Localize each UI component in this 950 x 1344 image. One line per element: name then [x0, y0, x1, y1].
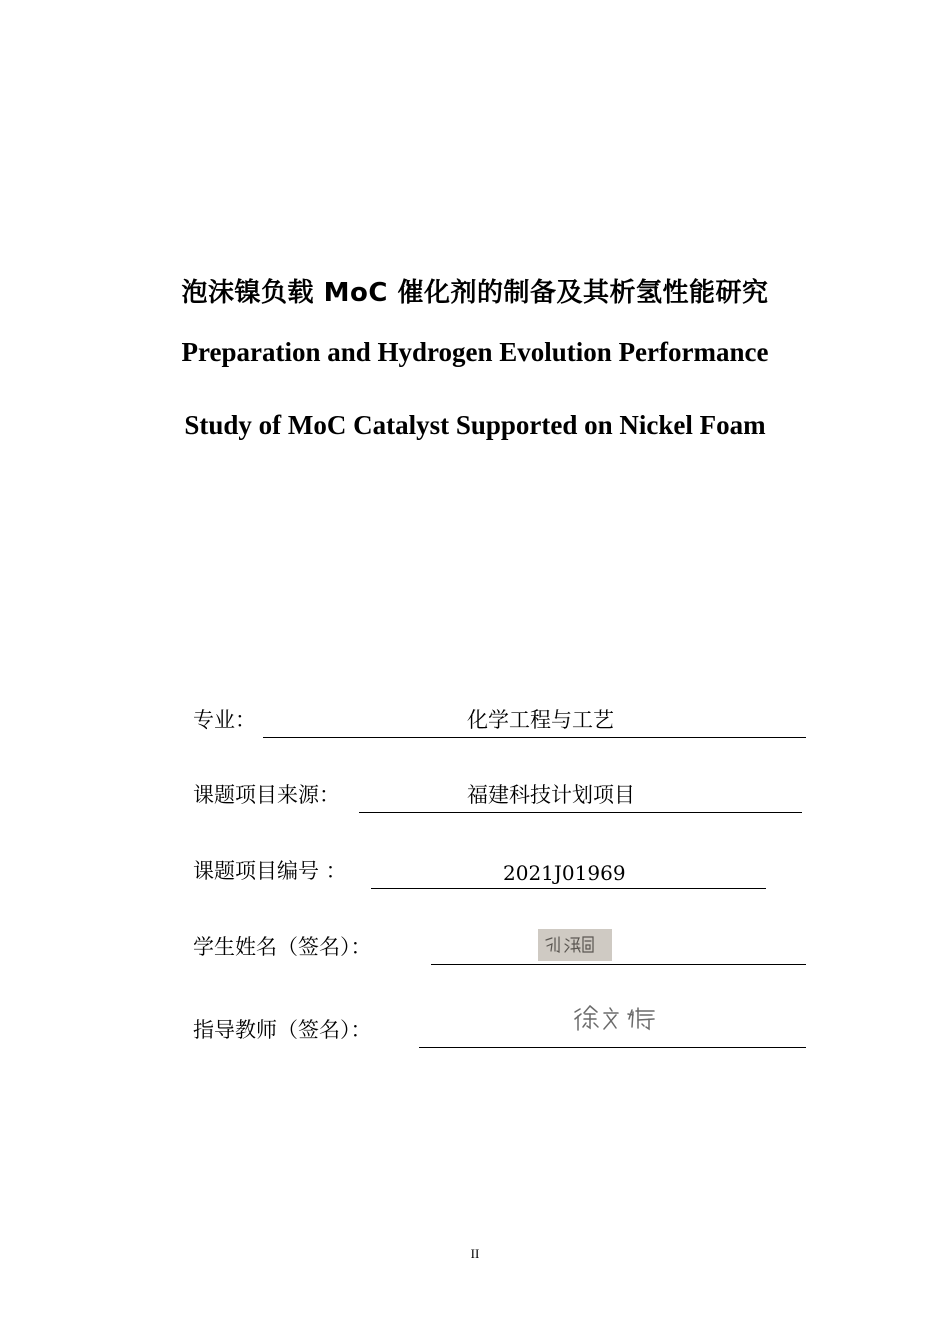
advisor-signature-image	[572, 1000, 662, 1036]
page-number: II	[470, 1246, 480, 1261]
project-source-value: 福建科技计划项目	[467, 783, 635, 807]
thesis-title-english-line2: Study of MoC Catalyst Supported on Nickel Foam	[184, 410, 766, 440]
project-number-row	[193, 851, 768, 891]
major-underline	[263, 736, 806, 738]
major-row	[193, 700, 807, 740]
student-signature-underline	[431, 963, 806, 965]
student-signature-label: 学生姓名（签名）：	[193, 935, 372, 959]
student-signature-row	[193, 927, 807, 967]
student-signature-image	[538, 929, 612, 961]
major-value: 化学工程与工艺	[467, 708, 614, 732]
project-source-row	[193, 775, 803, 815]
advisor-signature-row	[193, 1010, 807, 1050]
thesis-title-chinese: 泡沫镍负载 MoC 催化剂的制备及其析氢性能研究	[181, 278, 769, 308]
advisor-signature-label: 指导教师（签名）：	[193, 1018, 372, 1042]
project-number-value: 2021J01969	[503, 861, 626, 885]
advisor-signature-underline	[419, 1046, 806, 1048]
major-label: 专业：	[193, 708, 256, 732]
project-source-label: 课题项目来源：	[193, 783, 340, 807]
thesis-title-english-line1: Preparation and Hydrogen Evolution Performance	[181, 337, 769, 367]
project-number-label: 课题项目编号 ：	[193, 859, 347, 883]
project-number-underline	[371, 887, 766, 889]
project-source-underline	[359, 811, 802, 813]
